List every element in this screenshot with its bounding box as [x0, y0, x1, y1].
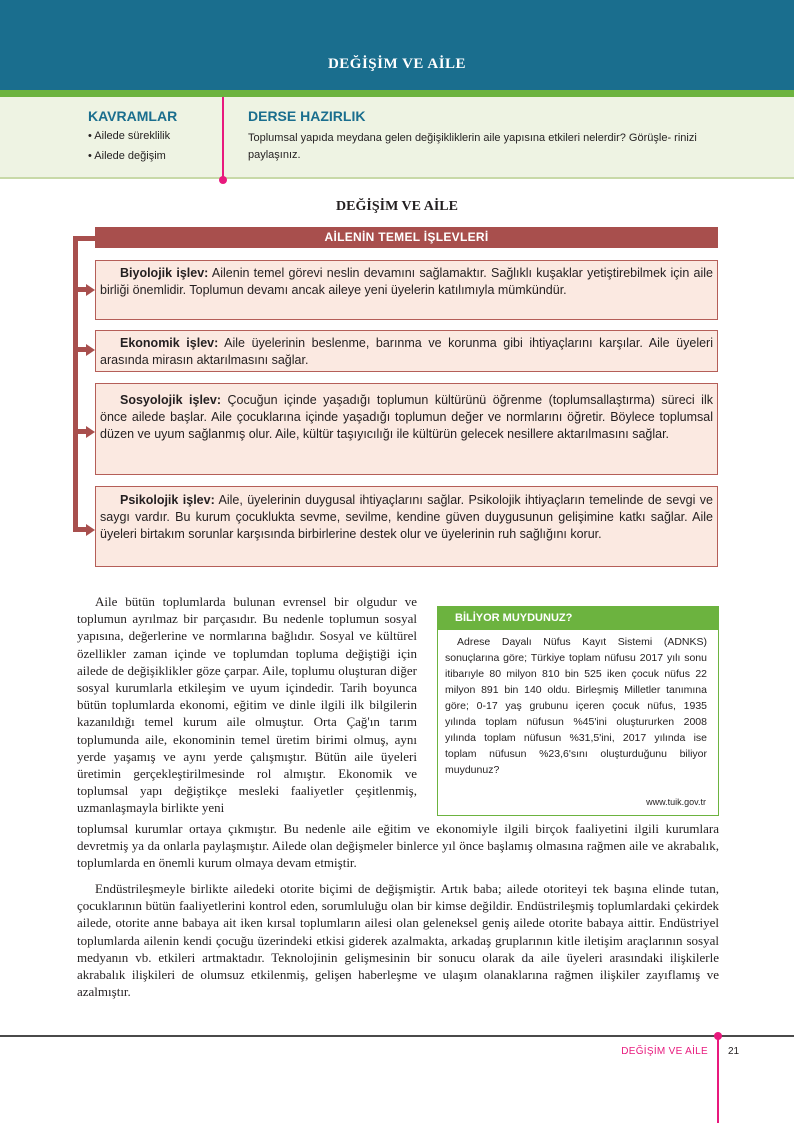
function-text: Aile, üyelerinin duygusal ihtiyaçlarını sağlar. Psikolojik ihtiyaçların temelinde de sevgi ve saygı vardır. Bu kurum çocuklukta sevme, sevilme, kendine güven duygusunun gelişimine katkı sağlar. Aile üyeleri birtakım sorunlar karşısında birbirlerine destek olur ve üyelerinin ruh sağlığını korur. — [100, 493, 713, 541]
body-paragraph: Endüstrileşmeyle birlikte ailedeki otorite biçimi de değişmiştir. Artık baba; ailede otoriteyi tek başına elinde tutan, çocuklarının bütün faaliyetlerini kontrol eden, sorumluluğu olan bir kimse değildir. Endüstrileşmiş toplumlardaki çekirdek ailede, otorite anne babaya ait iken kırsal toplumların ailesi olan geleneksel geniş ailede otorite babaya aittir. Endüstriyel toplumlarda ailenin kendi çocuğu üzerindeki etkisi giderek azalmakta, arkadaş gruplarının kitle iletişim araçlarının sosyal medyanın vb. etkileri artmaktadır. Teknolojinin gelişmesinin bir sonucu olarak da aile üyeleri arasındaki ilişkilerle akrabalık ilişkileri de olumsuz etkilenmiş, gelişen haberleşme ve ulaşım olanaklarına rağmen ilişkiler zayıflamış ve azalmıştır. — [77, 881, 719, 1000]
did-you-know-text: Adrese Dayalı Nüfus Kayıt Sistemi (ADNKS) sonuçlarına göre; Türkiye toplam nüfusu 2017 yılı sonu itibarıyle 80 milyon 810 bin 525 iken çocuk nüfus 22 milyon 891 bin 140 oldu. Birleşmiş Milletler tanımına göre; 0-17 yaş grubunu içeren çocuk nüfus, 1935 yılında toplam nüfusun %45'ini oluştururken 2008 yılında toplam nüfusun %31,5'ini, 2017 yılında ise toplam nüfusun %23,6'sını oluşturduğunu biliyor muydunuz? — [445, 636, 707, 776]
functions-header: AİLENİN TEMEL İŞLEVLERİ — [95, 227, 718, 248]
arrow-icon — [86, 426, 95, 438]
body-paragraph: toplumsal kurumlar ortaya çıkmıştır. Bu nedenle aile eğitim ve ekonomiyle ilgili birçok faaliyetini ilgili kurumlara devretmiş ya da onlarla paylaşmıştır. Ailede olan değişmeler binlerce yıl önce başlamış olmasına rağmen aile ve akrabalık, toplumlarda en önemli kurum olmaya devam etmiştir. — [77, 821, 719, 871]
divider-dot — [219, 176, 227, 184]
did-you-know-title: BİLİYOR MUYDUNUZ? — [437, 606, 719, 630]
footer-label: DEĞİŞİM VE AİLE — [621, 1046, 708, 1057]
footer-divider — [717, 1036, 719, 1123]
body-paragraph: Aile bütün toplumlarda bulunan evrensel bir olgudur ve toplumun ayrılmaz bir parçasıdır. Bu nedenle toplumun sosyal yapısına, değerlerine ve normlarına bağlıdır. Sosyal ve kültürel özellikler zaman içinde ve toplumdan topluma değiştiği için ailede de değişiklikler göze çarpar. Aile, toplumu oluşturan diğer sosyal kurumlarla etkileşim ve uyum içindedir. Tarih boyunca bütün toplumlarda ekonomi, eğitim ve dinle ilgili ilk bilgilerin kazanıldığı temel kurum aile olmuştur. Orta Çağ'ın tarım toplumunda aile, ekonominin temel üretim birimi olmuş, aynı yerde yaşamış ve aynı yerde çalışmıştır. Bütün aile üyeleri üretimin gerçekleştirilmesinde rol almıştır. Ekonomik ve toplumsal yapı değiştikçe mesleki faaliyetler çeşitlenmiş, uzmanlaşmayla birlikte yeni — [77, 594, 417, 816]
bracket-branch — [73, 347, 87, 352]
preparation-text: Toplumsal yapıda meydana gelen değişikliklerin aile yapısına etkileri nelerdir? Görüşle- rinizi paylaşınız. — [248, 132, 697, 161]
arrow-icon — [86, 524, 95, 536]
section-title: DEĞİŞİM VE AİLE — [336, 199, 458, 214]
function-text: Ailenin temel görevi neslin devamını sağlamaktır. Sağlıklı kuşaklar yetiştirebilmek için aile birliği önemlidir. Toplumun devamı ancak aileye yeni üyelerin katılımıyla mümkündür. — [100, 266, 714, 297]
bracket-branch — [73, 429, 87, 434]
panel-divider — [222, 97, 224, 181]
function-text: Çocuğun içinde yaşadığı toplumun kültürünü öğrenme (toplumsallaştırma) süreci ilk önce ailede başlar. Aile çocuklarına içinde yaşadığı toplumun değer ve normlarını öğretir. Böylece toplumsal düzen ve uyum sağlanmış olur. Aile, kültür taşıyıcılığı ile kültürün gelecek nesillere aktarılmasını sağlar. — [100, 393, 713, 441]
footer-rule — [0, 1035, 794, 1037]
function-label: Sosyolojik işlev: — [120, 393, 221, 407]
preparation-title: DERSE HAZIRLIK — [248, 108, 366, 124]
function-box-psychological — [95, 486, 718, 567]
function-label: Biyolojik işlev: — [120, 266, 209, 280]
bracket-branch — [73, 287, 87, 292]
header-stripe — [0, 90, 794, 97]
concept-item: • Ailede süreklilik — [88, 130, 171, 142]
page-title: DEĞİŞİM VE AİLE — [327, 56, 467, 72]
function-label: Ekonomik işlev: — [120, 336, 219, 350]
arrow-icon — [86, 284, 95, 296]
function-box-sociological — [95, 383, 718, 475]
function-label: Psikolojik işlev: — [120, 493, 215, 507]
page-number: 21 — [728, 1046, 740, 1057]
function-text: Aile üyelerinin beslenme, barınma ve korunma gibi ihtiyaçlarını karşılar. Aile üyeleri arasında mirasın aktarılmasını sağlar. — [100, 336, 713, 367]
bracket-branch — [73, 527, 87, 532]
header-band — [0, 0, 794, 90]
did-you-know-source: www.tuik.gov.tr — [646, 797, 706, 807]
function-box-biological — [95, 260, 718, 320]
bracket-line — [73, 236, 78, 532]
footer-dot — [714, 1032, 722, 1040]
concepts-title: KAVRAMLAR — [88, 108, 178, 124]
arrow-icon — [86, 344, 95, 356]
bracket-top — [73, 236, 97, 241]
function-box-economic — [95, 330, 718, 372]
concept-item: • Ailede değişim — [88, 150, 166, 162]
